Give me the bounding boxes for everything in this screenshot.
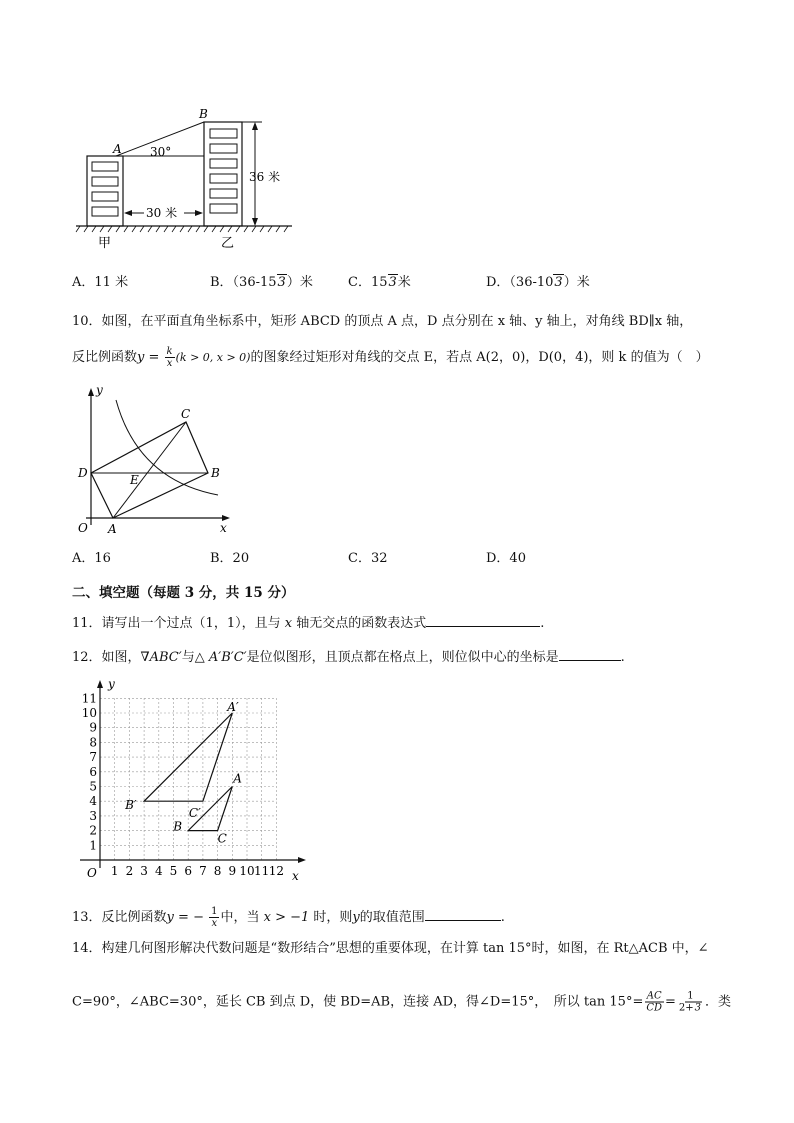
label-A: A xyxy=(108,522,117,536)
label-B-prime: B′ xyxy=(125,798,137,813)
y-tick-label: 2 xyxy=(89,823,97,838)
q13-answer-blank[interactable] xyxy=(425,906,501,921)
fraction-k-over-x: $\frac{k}{x}$ xyxy=(166,346,173,369)
y-tick-label: 7 xyxy=(89,750,97,765)
x-tick-label: 8 xyxy=(213,864,222,878)
q10-line2: 反比例函数y = $\frac{k}{x}$ (k > 0, x > 0)的图象经过矩形对角线的交点 E，若点 A(2，0)，D(0，4)，则 k 的值为（ ） xyxy=(72,346,709,369)
q9-building-figure xyxy=(70,102,310,260)
y-tick-label: 5 xyxy=(89,779,97,794)
x-tick-label: 3 xyxy=(140,864,148,878)
y-tick-label: 4 xyxy=(89,794,97,809)
ground-hatch xyxy=(76,226,288,232)
x-tick-label: 1 xyxy=(110,864,119,878)
q11-text: 11．请写出一个过点（1，1），且与 x 轴无交点的函数表达式 . xyxy=(72,612,544,633)
q10-option-a: A．16 xyxy=(72,551,111,566)
label-B: B xyxy=(211,466,220,480)
grid-lines xyxy=(100,698,276,860)
label-yi: 乙 xyxy=(221,236,235,251)
x-tick-labels xyxy=(111,864,284,878)
label-30m: 30 米 xyxy=(146,206,178,220)
q9-option-d: D．（36-103）米 xyxy=(486,275,590,290)
q11-answer-blank[interactable] xyxy=(426,612,540,627)
label-y: y xyxy=(108,677,115,691)
q12-grid-figure xyxy=(72,674,312,886)
x-tick-label: 6 xyxy=(184,864,193,878)
diagonal-ac xyxy=(113,422,186,518)
arrow-head-down xyxy=(252,218,258,226)
fraction-1-over-x: $\frac{1}{x}$ xyxy=(211,906,218,929)
sqrt-3: 3 xyxy=(388,275,397,290)
fraction-1-over-2-plus-sqrt3: $\frac{1}{2+3}$ xyxy=(678,990,702,1014)
y-tick-label: 8 xyxy=(89,735,97,750)
building-jia-windows xyxy=(92,162,118,216)
section-title-fill-in: 二、填空题（每题 3 分，共 15 分） xyxy=(72,585,295,601)
label-point-A: A xyxy=(113,142,122,156)
label-point-B: B xyxy=(199,107,208,121)
label-origin: O xyxy=(87,866,97,880)
q10-option-d: D．40 xyxy=(486,551,526,566)
q9-option-a: A．11 米 xyxy=(72,275,129,290)
x-tick-label: 7 xyxy=(199,864,207,878)
label-angle-30: 30° xyxy=(150,145,172,159)
building-yi-windows xyxy=(210,129,237,213)
y-tick-label: 10 xyxy=(81,706,97,720)
y-tick-label: 9 xyxy=(89,720,97,735)
label-x: x xyxy=(220,521,227,535)
label-jia: 甲 xyxy=(98,236,112,251)
q14-line1: 14．构建几何图形解决代数问题是“数形结合”思想的重要体现，在计算 tan 15°时，如图，在 Rt△ACB 中，∠ xyxy=(72,941,709,956)
x-tick-label: 5 xyxy=(169,864,178,878)
y-axis-arrow xyxy=(88,388,94,396)
arrow-head-left xyxy=(124,210,132,216)
label-O: O xyxy=(78,521,88,535)
label-D: D xyxy=(78,466,88,480)
q10-line1: 10．如图，在平面直角坐标系中，矩形 ABCD 的顶点 A 点，D 点分别在 x 轴、y 轴上，对角线 BD∥x 轴， xyxy=(72,314,693,329)
y-tick-labels xyxy=(82,691,98,852)
label-C-prime: C′ xyxy=(188,806,201,821)
q10-option-c: C．32 xyxy=(348,551,388,566)
label-y: y xyxy=(96,383,103,397)
label-C: C xyxy=(217,831,227,846)
y-tick-label: 1 xyxy=(89,838,97,853)
q13-text: 13．反比例函数y = − $\frac{1}{x}$ 中，当 x > −1 时，则y的取值范围 . xyxy=(72,906,505,929)
fraction-ac-over-cd: $\frac{AC}{CD}$ xyxy=(646,990,663,1014)
x-tick-label: 4 xyxy=(154,864,163,878)
q9-option-c: C．153米 xyxy=(348,275,411,290)
q10-option-b: B．20 xyxy=(210,551,250,566)
sqrt-3: 3 xyxy=(694,1002,702,1014)
q14-line2: C=90°，∠ABC=30°，延长 CB 到点 D，使 BD=AB，连接 AD，得∠D=15°， 所以 tan 15°= $\frac{AC}{CD}$ = $\frac{1}{2+3}$ ．类 xyxy=(72,990,732,1014)
arrow-head-up xyxy=(252,122,258,130)
x-tick-label: 9 xyxy=(228,864,237,878)
label-E: E xyxy=(130,473,139,487)
label-A: A xyxy=(233,771,242,786)
label-A-prime: A′ xyxy=(227,700,239,714)
y-axis-arrow xyxy=(97,680,103,688)
q10-coordinate-figure xyxy=(72,380,242,540)
q12-text: 12．如图，∇ABC′与△ A′B′C′是位似图形，且顶点都在格点上，则位似中心的坐标是 . xyxy=(72,646,625,667)
y-tick-label: 6 xyxy=(89,764,97,779)
y-tick-label: 3 xyxy=(89,808,97,823)
label-C: C xyxy=(181,407,191,421)
q9-option-b: B．（36-153）米 xyxy=(210,275,313,290)
x-tick-label: 11 xyxy=(254,864,270,878)
label-B: B xyxy=(173,819,183,834)
y-tick-label: 11 xyxy=(81,691,97,706)
label-x: x xyxy=(292,869,299,883)
sqrt-3: 3 xyxy=(277,275,286,290)
x-tick-label: 12 xyxy=(268,864,285,878)
label-36m: 36 米 xyxy=(249,170,281,184)
x-tick-label: 10 xyxy=(239,864,255,878)
x-axis-arrow xyxy=(298,857,306,863)
sqrt-3: 3 xyxy=(554,275,563,290)
q12-answer-blank[interactable] xyxy=(559,646,621,661)
arrow-head-right xyxy=(195,210,203,216)
x-tick-label: 2 xyxy=(125,864,134,878)
